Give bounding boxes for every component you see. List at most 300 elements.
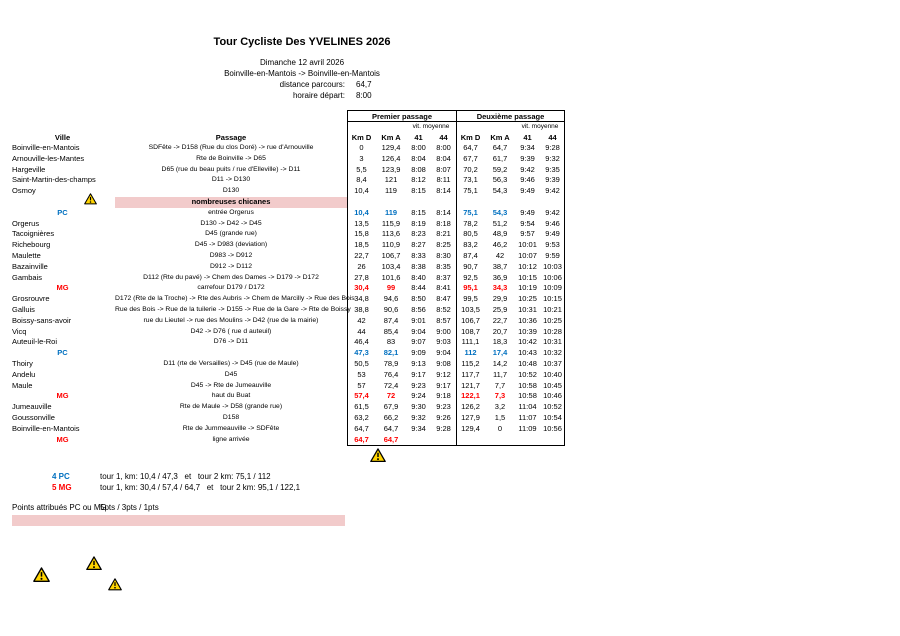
row-ville: Grosrouvre xyxy=(12,294,50,304)
row-ville: Thoiry xyxy=(12,358,33,368)
row-value: 10:37 xyxy=(543,358,562,368)
row-value: 78,2 xyxy=(463,218,478,228)
col-header-41-1: 41 xyxy=(414,133,423,142)
row-value xyxy=(485,435,515,446)
group-header-premier-passage: Premier passage xyxy=(347,110,457,122)
row-value: 9:39 xyxy=(520,153,535,163)
row-value: 64,7 xyxy=(463,143,478,152)
row-value: 121 xyxy=(384,175,398,185)
row-value: 3,2 xyxy=(494,402,506,412)
row-value: 8:56 xyxy=(411,304,426,314)
row-value: 10:01 xyxy=(518,240,537,250)
row-value: 57 xyxy=(357,380,366,390)
depart-label: horaire départ: xyxy=(292,91,345,100)
row-value: 122,1 xyxy=(461,391,480,401)
row-value: 85,4 xyxy=(383,326,399,336)
row-value: 129,4 xyxy=(461,423,480,433)
row-value: 10:54 xyxy=(543,412,562,422)
row-value: 9:17 xyxy=(411,369,426,379)
row-value: 8:14 xyxy=(436,186,451,196)
row-value: 7,3 xyxy=(494,391,506,401)
row-value: 64,7 xyxy=(383,434,399,444)
warning-icon xyxy=(84,193,97,205)
row-value: 87,4 xyxy=(383,315,399,325)
row-value: 8:00 xyxy=(436,143,451,152)
row-value: 9:30 xyxy=(411,402,426,412)
row-value: 67,9 xyxy=(383,402,399,412)
row-passage: carrefour D179 / D172 xyxy=(197,284,265,292)
row-value xyxy=(540,197,565,208)
col-header-44-1: 44 xyxy=(439,133,448,142)
row-value: 17,4 xyxy=(492,348,508,358)
row-ville: Arnouville-les-Mantes xyxy=(12,153,85,163)
row-value: 44 xyxy=(357,326,366,336)
points-value: 5pts / 3pts / 1pts xyxy=(100,503,159,512)
row-value: 99 xyxy=(386,283,396,293)
row-passage: D112 (Rte du pavé) -> Chem des Dames -> D179 -> D172 xyxy=(143,273,319,281)
row-value: 9:54 xyxy=(520,218,535,228)
row-value: 10:52 xyxy=(518,369,537,379)
row-value: 9:26 xyxy=(436,412,451,422)
row-value: 76,4 xyxy=(383,369,399,379)
row-value: 9:01 xyxy=(411,315,426,325)
row-passage: entrée Orgerus xyxy=(208,208,254,216)
row-value: 10:07 xyxy=(518,250,537,260)
row-value: 14,2 xyxy=(492,358,508,368)
row-value: 50,5 xyxy=(354,358,369,368)
row-value: 123,9 xyxy=(381,164,401,174)
row-value: 9:12 xyxy=(436,369,451,379)
row-value: 27,8 xyxy=(354,272,369,282)
distance-value: 64,7 xyxy=(356,80,372,89)
row-value: 8:40 xyxy=(411,272,426,282)
row-value: 38,7 xyxy=(492,261,508,271)
row-passage: D42 -> D76 ( rue d auteuil) xyxy=(190,327,272,335)
row-ville: Vicq xyxy=(12,326,27,336)
schedule-table xyxy=(10,110,566,450)
col-header-ville: Ville xyxy=(54,133,71,142)
col-header-kmd-2: Km D xyxy=(460,133,481,142)
row-value: 10:15 xyxy=(518,272,537,282)
row-value: 67,7 xyxy=(463,153,478,163)
row-value: 9:46 xyxy=(545,218,560,228)
row-value: 129,4 xyxy=(381,143,401,152)
row-value: 25,9 xyxy=(492,304,508,314)
row-value: 38,8 xyxy=(354,304,369,314)
row-passage: ligne arrivée xyxy=(212,435,250,443)
row-value: 72 xyxy=(386,391,396,401)
row-value xyxy=(540,435,565,446)
row-value: 9:35 xyxy=(545,164,560,174)
row-value: 9:24 xyxy=(411,391,426,401)
row-value: 94,6 xyxy=(383,294,399,304)
row-value: 9:28 xyxy=(545,143,560,152)
row-value: 10:42 xyxy=(518,337,537,347)
row-ville: Boissy-sans-avoir xyxy=(12,315,72,325)
row-passage: D130 xyxy=(222,187,240,195)
row-passage: Rte de Jummeauville -> SDFête xyxy=(182,424,280,432)
row-value: 61,7 xyxy=(492,153,508,163)
row-value: 10:40 xyxy=(543,369,562,379)
row-value: 90,7 xyxy=(463,261,478,271)
row-value: 82,1 xyxy=(383,348,399,358)
row-value: 8:38 xyxy=(411,261,426,271)
row-value: 26 xyxy=(357,261,366,271)
row-value: 9:00 xyxy=(436,326,451,336)
row-ville: Galluis xyxy=(12,304,35,314)
col-header-kma-1: Km A xyxy=(381,133,401,142)
row-value: 8:21 xyxy=(436,229,451,239)
row-value: 54,3 xyxy=(492,186,508,196)
row-value: 29,9 xyxy=(492,294,508,304)
row-value: 11,7 xyxy=(492,369,508,379)
row-passage: D45 -> Rte de Jumeauville xyxy=(190,381,272,389)
row-value: 11:07 xyxy=(518,412,537,422)
row-ville: Goussonville xyxy=(12,412,55,422)
row-value: 10:36 xyxy=(518,315,537,325)
row-value: 119 xyxy=(384,207,398,217)
row-value: 8:52 xyxy=(436,304,451,314)
row-value: 80,5 xyxy=(463,229,478,239)
highlight-bar xyxy=(12,515,345,526)
row-value: 10:43 xyxy=(518,348,537,358)
row-value: 9:34 xyxy=(520,143,535,152)
row-value: 10:06 xyxy=(543,272,562,282)
row-value: 34,3 xyxy=(492,283,508,293)
row-value: 36,9 xyxy=(492,272,508,282)
row-passage: D912 -> D112 xyxy=(209,262,252,270)
row-value xyxy=(515,197,540,208)
row-ville: Maulette xyxy=(12,250,41,260)
row-value: 10:28 xyxy=(543,326,562,336)
depart-value: 8:00 xyxy=(356,91,372,100)
row-value xyxy=(406,435,431,446)
date-line: Dimanche 12 avril 2026 xyxy=(259,58,345,67)
distance-label: distance parcours: xyxy=(279,80,345,89)
row-ville: MG xyxy=(56,434,69,444)
row-value: 8:14 xyxy=(436,207,451,217)
row-value: 10:58 xyxy=(518,391,537,401)
row-value: 64,7 xyxy=(354,423,369,433)
row-value: 11:09 xyxy=(518,423,537,433)
vit-moyenne-label-1: vit. moyenne xyxy=(412,123,450,130)
row-ville: Andelu xyxy=(12,369,36,379)
row-value: 10:48 xyxy=(518,358,537,368)
row-value: 3 xyxy=(359,153,364,163)
row-ville: Saint-Martin-des-champs xyxy=(12,175,96,185)
row-value: 101,6 xyxy=(381,272,401,282)
row-value: 8:11 xyxy=(436,175,451,185)
group-header-deuxieme-passage: Deuxième passage xyxy=(456,110,565,122)
row-value: 8:18 xyxy=(436,218,451,228)
row-value: 64,7 xyxy=(492,143,508,152)
row-value: 9:32 xyxy=(545,153,560,163)
row-value xyxy=(456,197,485,208)
row-value: 106,7 xyxy=(381,250,401,260)
row-value: 8,4 xyxy=(356,175,367,185)
row-passage: Rte de Maule -> D58 (grande rue) xyxy=(179,403,283,411)
row-value: 73,1 xyxy=(463,175,478,185)
row-passage: D172 (Rte de la Troche) -> Rte des Aubris -> Chem de Marcilly -> Rue des Bois xyxy=(115,295,355,303)
row-value: 9:39 xyxy=(545,175,560,185)
pc-detail: tour 1, km: 10,4 / 47,3 et tour 2 km: 75,1 / 112 xyxy=(100,472,271,481)
row-passage: D45 (grande rue) xyxy=(205,230,257,238)
row-value: 53 xyxy=(357,369,366,379)
row-value: 9:42 xyxy=(520,164,535,174)
row-value: 10:39 xyxy=(518,326,537,336)
row-value: 10:52 xyxy=(543,402,562,412)
row-value: 48,9 xyxy=(492,229,508,239)
row-value: 90,6 xyxy=(383,304,399,314)
warning-icon xyxy=(370,448,386,462)
row-value: 92,5 xyxy=(463,272,478,282)
row-passage: nombreuses chicanes xyxy=(115,197,347,208)
row-value xyxy=(376,197,406,208)
row-value: 10:31 xyxy=(543,337,562,347)
row-passage xyxy=(115,348,347,359)
row-value: 10:15 xyxy=(543,294,562,304)
row-value: 9:34 xyxy=(411,423,426,433)
col-header-kmd-1: Km D xyxy=(351,133,372,142)
row-ville xyxy=(10,197,115,208)
row-value: 9:28 xyxy=(436,423,451,433)
row-value: 127,9 xyxy=(461,412,480,422)
row-value: 8:04 xyxy=(411,153,426,163)
row-value: 8:15 xyxy=(411,207,426,217)
row-value: 54,3 xyxy=(492,207,508,217)
row-value: 8:50 xyxy=(411,294,426,304)
row-value xyxy=(431,197,456,208)
row-value: 9:07 xyxy=(411,337,426,347)
table-body xyxy=(10,143,566,445)
row-value: 106,7 xyxy=(461,315,480,325)
row-passage: D76 -> D11 xyxy=(213,338,249,346)
row-ville: Jumeauville xyxy=(12,402,52,412)
row-ville: PC xyxy=(57,348,68,358)
row-value: 8:00 xyxy=(411,143,426,152)
mg-count: 5 MG xyxy=(52,483,72,492)
row-passage: D158 xyxy=(222,413,240,421)
row-passage: rue du Lieutel -> rue des Moulins -> D42 (rue de la mairie) xyxy=(143,316,319,324)
vit-moyenne-label-2: vit. moyenne xyxy=(521,123,559,130)
row-ville: Orgerus xyxy=(12,218,40,228)
row-value: 10,4 xyxy=(354,186,369,196)
row-value: 108,7 xyxy=(461,326,480,336)
col-header-passage: Passage xyxy=(215,133,247,142)
row-value: 9:42 xyxy=(545,207,560,217)
row-passage: Rue des Bois -> Rue de la tuilerie -> D155 -> Rue de la Gare -> Rte de Boissy xyxy=(115,305,351,313)
row-ville: MG xyxy=(56,391,69,401)
row-value: 8:04 xyxy=(436,153,451,163)
row-value: 111,1 xyxy=(461,337,480,347)
row-value: 61,5 xyxy=(354,402,369,412)
row-value: 70,2 xyxy=(463,164,478,174)
row-value: 10:12 xyxy=(518,261,537,271)
row-value: 9:13 xyxy=(411,358,426,368)
warning-icon xyxy=(33,567,50,582)
row-value: 20,7 xyxy=(492,326,508,336)
row-value: 78,9 xyxy=(383,358,399,368)
row-ville: Maule xyxy=(12,380,33,390)
row-value: 18,3 xyxy=(492,337,508,347)
row-value: 47,3 xyxy=(354,348,369,358)
col-header-41-2: 41 xyxy=(523,133,532,142)
warning-icon xyxy=(86,556,102,570)
row-value: 42 xyxy=(495,250,505,260)
row-value: 51,2 xyxy=(492,218,508,228)
row-value: 46,4 xyxy=(354,337,369,347)
row-passage: D11 -> D130 xyxy=(211,176,251,184)
row-value: 9:53 xyxy=(545,240,560,250)
row-ville: Richebourg xyxy=(12,240,51,250)
row-value: 8:35 xyxy=(436,261,451,271)
row-value: 10:46 xyxy=(543,391,562,401)
row-ville: Hargeville xyxy=(12,164,46,174)
row-value: 10:56 xyxy=(543,423,562,433)
row-value: 9:49 xyxy=(520,207,535,217)
row-value: 8:07 xyxy=(436,164,451,174)
row-value: 7,7 xyxy=(494,380,506,390)
points-label: Points attribués PC ou MG xyxy=(12,503,107,512)
row-value: 10:25 xyxy=(518,294,537,304)
row-passage: D65 (rue du beau puits / rue d'Elleville) -> D11 xyxy=(161,165,301,173)
row-value: 75,1 xyxy=(463,186,478,196)
row-ville: Gambais xyxy=(12,272,43,282)
row-value: 10:03 xyxy=(543,261,562,271)
row-value: 112 xyxy=(464,348,477,358)
row-value: 8:44 xyxy=(411,283,426,293)
row-ville: Boinville-en-Mantois xyxy=(12,423,80,433)
row-ville: Auteuil-le-Roi xyxy=(12,337,58,347)
row-value: 9:57 xyxy=(520,229,535,239)
row-value: 9:04 xyxy=(411,326,426,336)
row-value: 9:08 xyxy=(436,358,451,368)
row-value: 8:33 xyxy=(411,250,426,260)
page-title: Tour Cycliste Des YVELINES 2026 xyxy=(213,36,391,48)
row-value: 9:17 xyxy=(436,380,451,390)
pc-count: 4 PC xyxy=(52,472,70,481)
row-value: 22,7 xyxy=(492,315,508,325)
row-value: 75,1 xyxy=(463,207,478,217)
row-value: 10:31 xyxy=(518,304,537,314)
row-value: 95,1 xyxy=(463,283,478,293)
row-value: 42 xyxy=(357,315,366,325)
row-value xyxy=(347,197,376,208)
row-value: 126,4 xyxy=(381,153,401,163)
row-value: 11:04 xyxy=(518,402,537,412)
row-value: 8:27 xyxy=(411,240,426,250)
row-value: 83,2 xyxy=(463,240,478,250)
row-value xyxy=(431,435,456,446)
row-value: 9:46 xyxy=(520,175,535,185)
row-value: 9:49 xyxy=(520,186,535,196)
row-value: 9:42 xyxy=(545,186,560,196)
row-value: 64,7 xyxy=(354,434,369,444)
row-ville: MG xyxy=(56,283,69,293)
row-value: 10:32 xyxy=(543,348,562,358)
row-passage: D130 -> D42 -> D45 xyxy=(200,219,262,227)
row-ville: Bazainville xyxy=(12,261,48,271)
row-passage: D11 (rte de Versailles) -> D45 (rue de Maule) xyxy=(163,359,299,367)
row-value: 72,4 xyxy=(383,380,399,390)
row-value: 115,2 xyxy=(461,358,480,368)
row-value: 0 xyxy=(497,423,503,433)
warning-icon xyxy=(108,578,122,591)
row-value: 8:15 xyxy=(411,186,426,196)
row-value: 9:23 xyxy=(411,380,426,390)
row-value: 8:08 xyxy=(411,164,426,174)
row-value: 22,7 xyxy=(354,250,369,260)
row-passage: D983 -> D912 xyxy=(209,251,253,259)
row-passage: D45 -> D983 (deviation) xyxy=(194,241,268,249)
row-value: 8:41 xyxy=(436,283,451,293)
row-value: 64,7 xyxy=(383,423,399,433)
row-value: 83 xyxy=(386,337,396,347)
row-value: 103,5 xyxy=(461,304,480,314)
row-ville: PC xyxy=(57,207,68,217)
row-value: 46,2 xyxy=(492,240,508,250)
row-value: 66,2 xyxy=(383,412,399,422)
row-value: 126,2 xyxy=(461,402,480,412)
row-value: 110,9 xyxy=(381,240,401,250)
row-value: 63,2 xyxy=(354,412,369,422)
row-value: 8:25 xyxy=(436,240,451,250)
row-value: 18,5 xyxy=(354,240,369,250)
row-value: 8:30 xyxy=(436,250,451,260)
row-value: 9:04 xyxy=(436,348,451,358)
mg-detail: tour 1, km: 30,4 / 57,4 / 64,7 et tour 2 km: 95,1 / 122,1 xyxy=(100,483,301,492)
row-value: 117,7 xyxy=(461,369,480,379)
row-value: 8:12 xyxy=(411,175,426,185)
row-value: 8:57 xyxy=(436,315,451,325)
row-value: 9:03 xyxy=(436,337,451,347)
row-value: 119 xyxy=(385,186,397,196)
row-value: 115,9 xyxy=(381,218,401,228)
row-value: 113,6 xyxy=(381,229,401,239)
row-value: 10:21 xyxy=(543,304,562,314)
row-value: 10,4 xyxy=(354,207,369,217)
row-value: 13,5 xyxy=(354,218,369,228)
col-header-kma-2: Km A xyxy=(490,133,510,142)
row-value: 0 xyxy=(359,143,364,152)
row-value: 10:45 xyxy=(543,380,562,390)
row-value: 9:32 xyxy=(411,412,426,422)
row-value xyxy=(485,197,515,208)
row-passage: haut du Buat xyxy=(211,392,251,400)
row-value xyxy=(456,435,485,446)
row-value: 9:23 xyxy=(436,402,451,412)
row-value: 121,7 xyxy=(461,380,480,390)
row-value: 9:09 xyxy=(411,348,426,358)
row-passage: D45 xyxy=(224,370,238,378)
col-header-44-2: 44 xyxy=(548,133,557,142)
row-passage: Rte de Boinville -> D65 xyxy=(196,154,266,162)
row-value: 9:59 xyxy=(545,250,560,260)
row-value: 10:58 xyxy=(518,380,537,390)
route-line: Boinville-en-Mantois -> Boinville-en-Mantois xyxy=(224,69,380,78)
row-ville: Boinville-en-Mantois xyxy=(12,143,80,152)
row-value: 8:19 xyxy=(411,218,426,228)
row-value: 8:23 xyxy=(411,229,426,239)
row-value: 34,8 xyxy=(354,294,369,304)
row-value: 57,4 xyxy=(354,391,369,401)
row-value: 30,4 xyxy=(354,283,369,293)
row-value: 8:47 xyxy=(436,294,451,304)
row-value: 10:19 xyxy=(518,283,537,293)
row-value: 56,3 xyxy=(492,175,508,185)
row-value: 8:37 xyxy=(436,272,451,282)
row-value: 10:09 xyxy=(543,283,562,293)
